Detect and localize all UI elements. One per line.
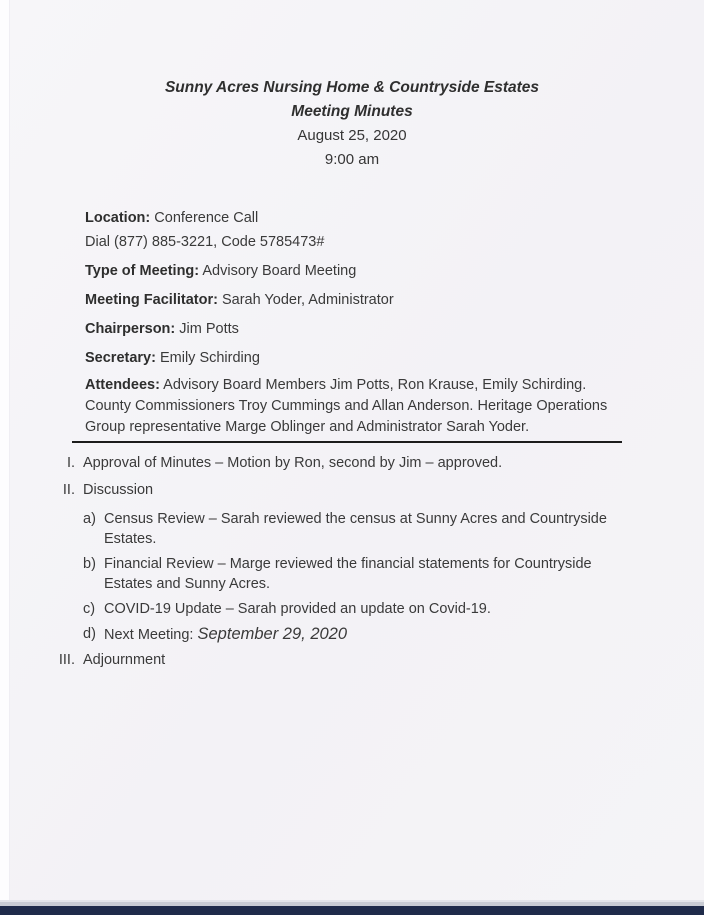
facilitator-line [85, 288, 624, 312]
next-meeting-date: September 29, 2020 [197, 625, 348, 643]
attendees-label: Attendees: [85, 377, 160, 393]
meeting-type-label: Type of Meeting: [85, 263, 200, 279]
sub-item-census-review [83, 509, 704, 549]
sub-item-letter: b) [83, 556, 96, 572]
chairperson-value: Jim Potts [179, 321, 239, 337]
secretary-value: Emily Schirding [159, 350, 260, 366]
location-label: Location: [85, 210, 151, 226]
document-subtitle: Meeting Minutes [291, 103, 413, 120]
dial-line [85, 230, 624, 254]
facilitator-label: Meeting Facilitator: [85, 292, 218, 308]
meeting-date: August 25, 2020 [297, 127, 407, 144]
agenda-item-discussion [44, 480, 704, 501]
chairperson-label: Chairperson: [85, 321, 176, 337]
secretary-line [85, 346, 624, 370]
facilitator-value: Sarah Yoder, Administrator [221, 292, 394, 308]
sub-item-letter: a) [83, 511, 96, 527]
agenda-numeral: III. [58, 652, 75, 668]
sub-item-letter: c) [83, 601, 96, 617]
document-title: Sunny Acres Nursing Home & Countryside Estates [164, 79, 540, 96]
document-header [0, 76, 704, 172]
sub-item-letter: d) [83, 626, 96, 642]
meeting-details-section [85, 206, 624, 443]
agenda-list [0, 453, 704, 671]
sub-item-financial-review [83, 554, 704, 594]
meeting-type-line [85, 259, 624, 283]
agenda-item-text: Approval of Minutes – Motion by Ron, second by Jim – approved. [83, 455, 503, 471]
agenda-item-approval [44, 453, 704, 474]
sub-item-next-meeting [83, 624, 704, 645]
chairperson-line [85, 317, 624, 341]
sub-item-text: COVID-19 Update – Sarah provided an update on Covid-19. [104, 601, 491, 617]
agenda-numeral: II. [62, 482, 75, 498]
sub-item-covid-update [83, 599, 704, 619]
meeting-time: 9:00 am [324, 151, 380, 168]
agenda-item-text: Adjournment [83, 652, 166, 668]
secretary-label: Secretary: [85, 350, 156, 366]
dial-info: Dial (877) 885-3221, Code 5785473# [85, 234, 325, 250]
attendees-paragraph [85, 375, 624, 438]
meeting-type-value: Advisory Board Meeting [202, 263, 357, 279]
agenda-item-adjournment [44, 650, 704, 671]
sub-item-text: Financial Review – Marge reviewed the financial statements for Countryside Estates and Sunny Acres. [104, 556, 592, 592]
discussion-sub-items [83, 509, 704, 645]
next-meeting-label: Next Meeting: [104, 627, 198, 643]
attendees-value: Advisory Board Members Jim Potts, Ron Krause, Emily Schirding. County Commissioners Troy Cummings and Allan Anderson. Heritage Operations Group representative Marge Oblinger and Administrator Sarah Yoder. [85, 377, 612, 435]
location-line [85, 206, 624, 230]
agenda-item-text: Discussion [83, 482, 154, 498]
agenda-numeral: I. [66, 455, 75, 471]
section-divider-rule [72, 441, 622, 443]
sub-item-text [104, 624, 627, 645]
sub-item-text: Census Review – Sarah reviewed the census at Sunny Acres and Countryside Estates. [104, 511, 607, 547]
scanner-bottom-bar [0, 906, 704, 915]
location-value: Conference Call [154, 210, 259, 226]
